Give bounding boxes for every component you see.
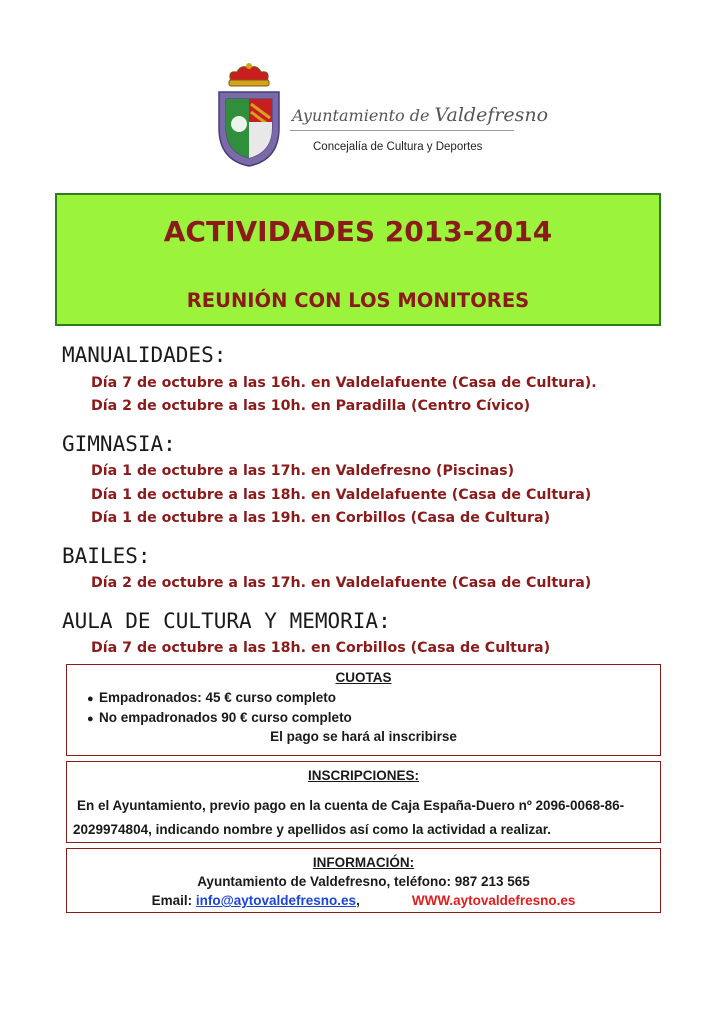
section-heading-aula-cultura: AULA DE CULTURA Y MEMORIA:: [62, 609, 391, 633]
meeting-line: Día 7 de octubre a las 16h. en Valdelafuente (Casa de Cultura).: [91, 375, 597, 391]
meeting-line: Día 1 de octubre a las 18h. en Valdelafuente (Casa de Cultura): [91, 487, 592, 503]
meeting-line: Día 1 de octubre a las 19h. en Corbillos (Casa de Cultura): [91, 510, 551, 526]
meeting-line: Día 2 de octubre a las 17h. en Valdelafuente (Casa de Cultura): [91, 575, 592, 591]
coat-of-arms-icon: [213, 62, 285, 168]
email-line: [67, 893, 660, 908]
registration-text: En el Ayuntamiento, previo pago en la cuenta de Caja España-Duero nº 2096-0068-86-2029974804, indicando nombre y apellidos así como la actividad a realizar.: [73, 798, 625, 837]
fee-item: [87, 690, 336, 705]
website-link[interactable]: WWW.aytovaldefresno.es: [411, 893, 576, 908]
brand-name: Valdefresno: [434, 104, 549, 126]
registration-heading: INSCRIPCIONES:: [307, 768, 419, 783]
bullet-icon: ●: [87, 713, 94, 725]
fee-item-text: Empadronados: 45 € curso completo: [99, 690, 337, 705]
section-heading-bailes: BAILES:: [62, 544, 151, 568]
information-heading: INFORMACIÓN:: [312, 855, 415, 870]
fees-box: [66, 664, 661, 756]
brand-divider: [290, 130, 514, 131]
title-banner: [55, 193, 661, 326]
information-box: [66, 848, 661, 913]
department-name: Concejalía de Cultura y Deportes: [313, 141, 483, 153]
bullet-icon: ●: [87, 693, 94, 705]
brand-prefix: Ayuntamiento de: [292, 106, 435, 125]
contact-line: Ayuntamiento de Valdefresno, teléfono: 987 213 565: [197, 874, 530, 889]
email-separator: ,: [356, 893, 360, 908]
email-link[interactable]: info@aytovaldefresno.es: [195, 893, 357, 908]
meeting-line: Día 2 de octubre a las 10h. en Paradilla (Centro Cívico): [91, 398, 531, 414]
page-subtitle: REUNIÓN CON LOS MONITORES: [186, 289, 530, 312]
section-heading-manualidades: MANUALIDADES:: [62, 343, 227, 367]
section-heading-gimnasia: GIMNASIA:: [62, 432, 176, 456]
meeting-line: Día 1 de octubre a las 17h. en Valdefresno (Piscinas): [91, 463, 515, 479]
page-title: ACTIVIDADES 2013-2014: [163, 215, 553, 248]
meeting-line: Día 7 de octubre a las 18h. en Corbillos (Casa de Cultura): [91, 640, 551, 656]
fees-note: El pago se hará al inscribirse: [270, 729, 457, 744]
registration-box: [66, 761, 661, 843]
brand-title: [292, 104, 548, 126]
email-label: Email:: [151, 893, 196, 908]
fees-heading: CUOTAS: [335, 670, 392, 685]
fee-item: [87, 710, 352, 725]
fee-item-text: No empadronados 90 € curso completo: [99, 710, 352, 725]
